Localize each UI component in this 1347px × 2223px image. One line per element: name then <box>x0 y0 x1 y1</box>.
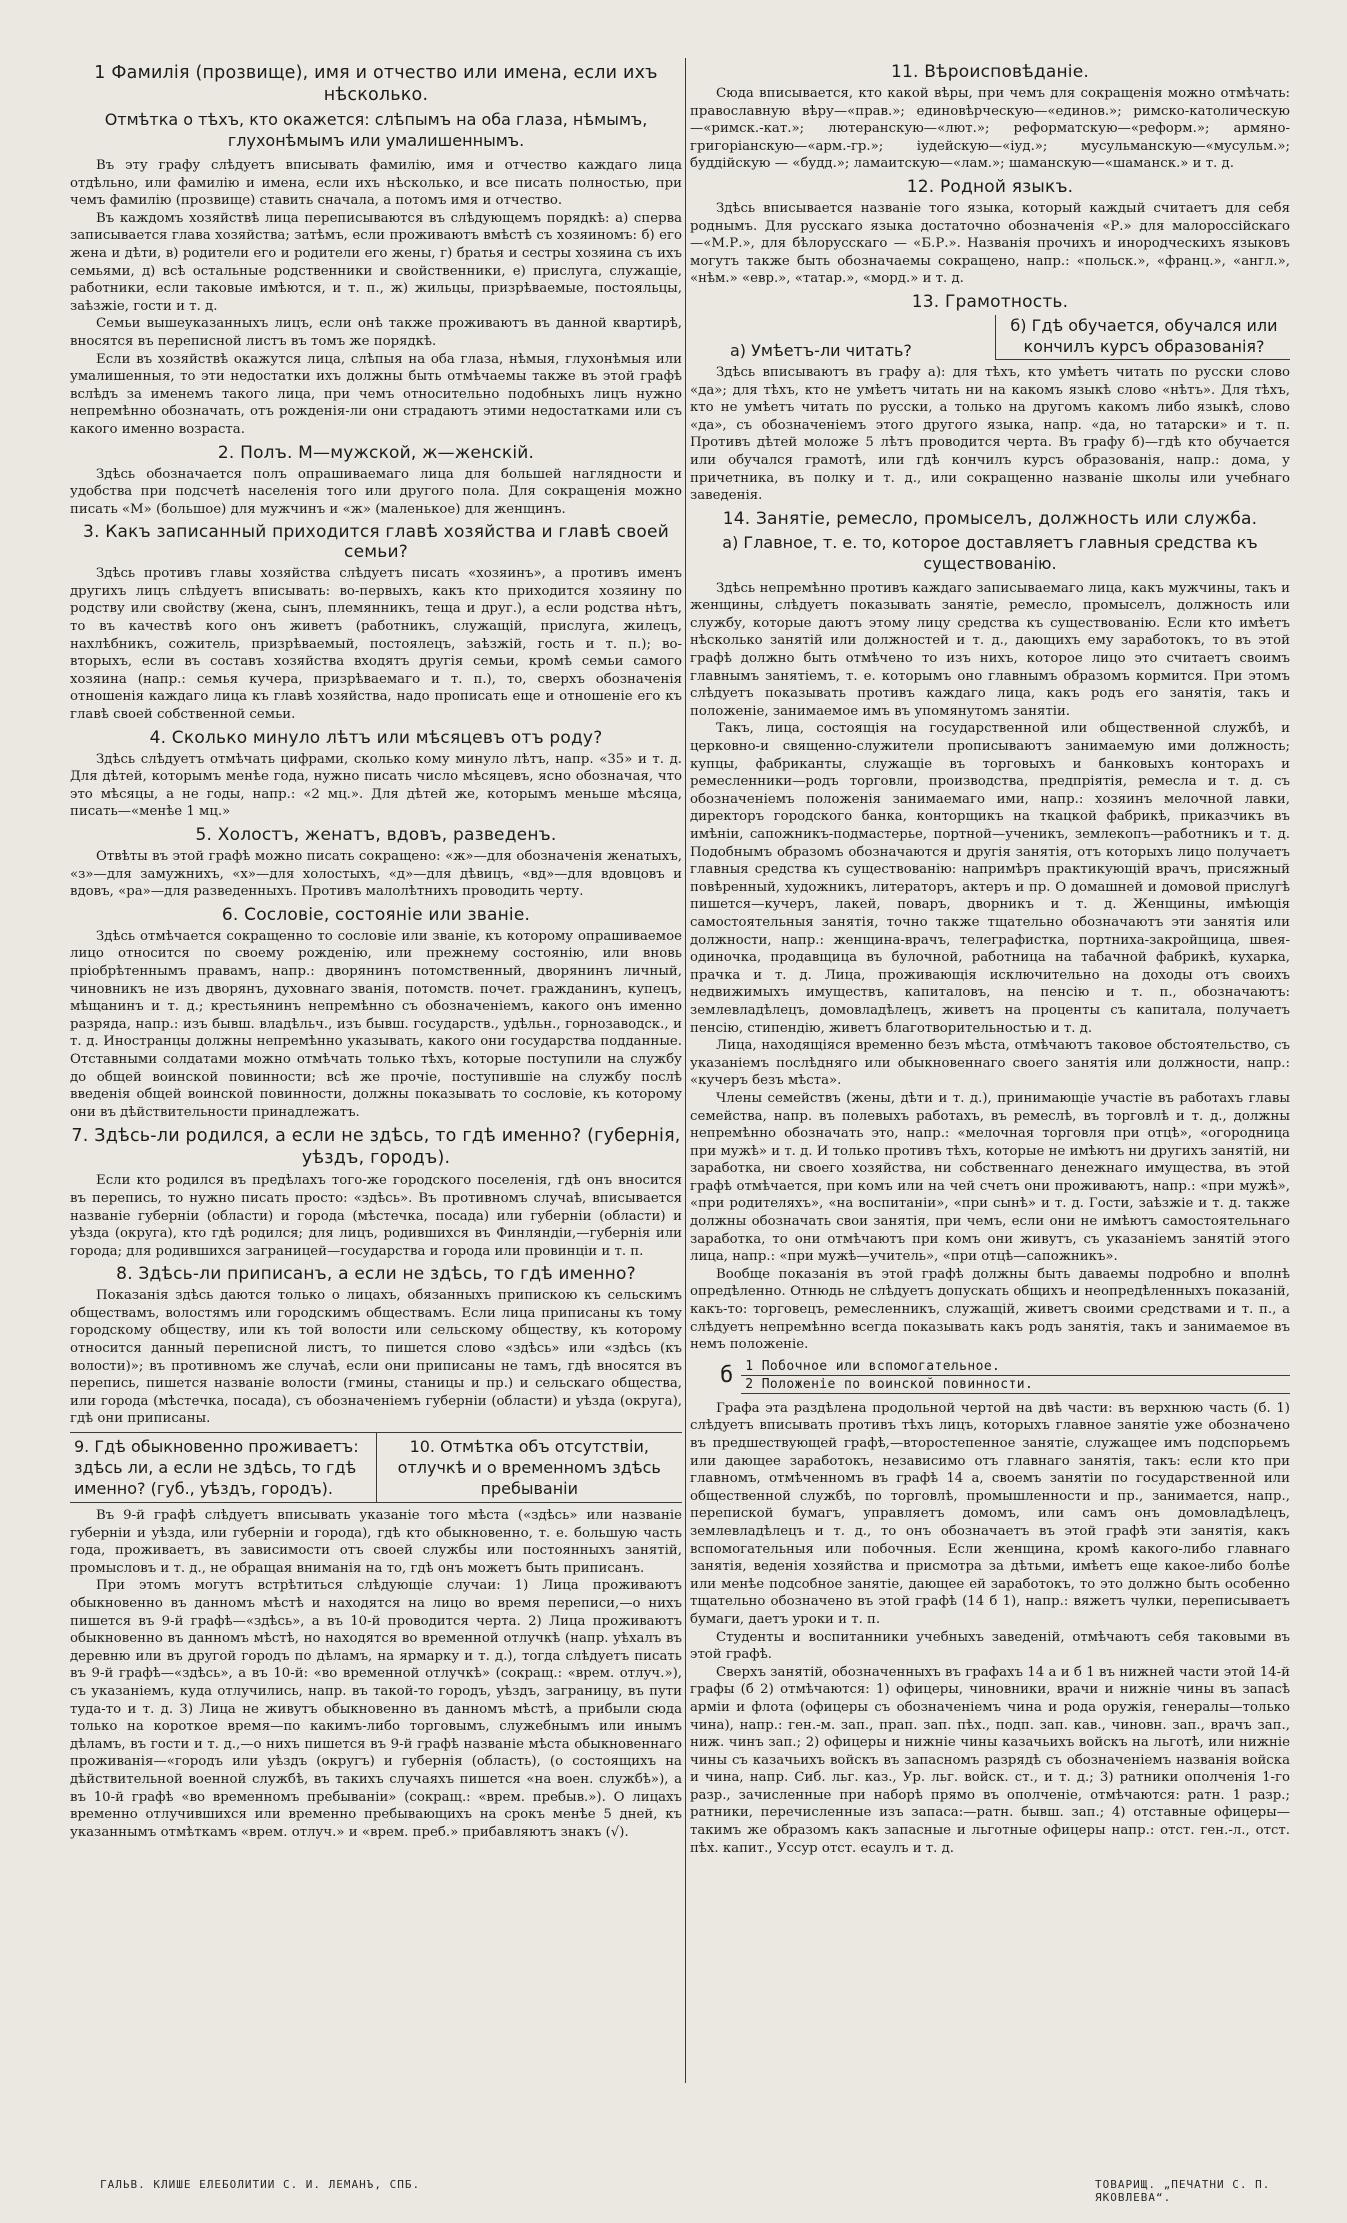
printer-credit-right: ТОВАРИЩ. „ПЕЧАТНИ С. П. ЯКОВЛЕВА“. <box>1095 2178 1271 2204</box>
section-9-title: 9. Гдѣ обыкновенно проживаетъ: здѣсь ли, а если не здѣсь, то гдѣ именно? (губ., уѣздъ, городъ). <box>70 1433 377 1502</box>
section-14b-row-2: 2 Положеніе по воинской повинности. <box>741 1376 1290 1394</box>
section-11-title: 11. Вѣроисповѣданіе. <box>891 62 1089 82</box>
section-4-paragraph: Здѣсь слѣдуетъ отмѣчать цифрами, сколько кому минуло лѣтъ, напр. «35» и т. д. Для дѣтей, которымъ менѣе года, нужно писать число мѣсяцевъ, ясно обозначая, что это мѣсяцы, а не годы, напр.: «2 мц.». Для дѣтей же, которымъ меньше мѣсяца, писать—«менѣе 1 мц.» <box>70 751 682 820</box>
section-12-paragraph: Здѣсь вписывается названіе того языка, который каждый считаетъ для себя роднымъ. Для русскаго языка достаточно обозначенія «Р.» для малороссійскаго—«М.Р.», для бѣлорусскаго — «Б.Р.». Названія прочихъ и инородческихъ языковъ могутъ также быть обозначаемы сокращено, напр.: «польск.», «франц.», «англ.», «нѣм.» «евр.», «татар.», «морд.» и т. д. <box>690 200 1290 287</box>
section-9-paragraph: Въ 9-й графѣ слѣдуетъ вписывать указаніе того мѣста («здѣсь» или названіе губерніи и уѣзда, или губерніи и города), гдѣ кто обыкновенно, т. е. большую часть года, проживаетъ, въ зависимости отъ своей службы или постоянныхъ занятій, промысловъ и т. д., не обращая вниманія на то, гдѣ онъ можетъ быть приписанъ. <box>70 1508 682 1576</box>
section-14-title: 14. Занятіе, ремесло, промыселъ, должность или служба. <box>722 508 1258 529</box>
section-3-paragraph: Здѣсь противъ главы хозяйства слѣдуетъ писать «хозяинъ», а противъ именъ другихъ лицъ слѣдуетъ вписывать: во-первыхъ, какъ кто приходится хозяину по родству или свойству (жена, сынъ, племянникъ, теща и друг.), а если родства нѣтъ, то въ качествѣ кого онъ живетъ (работникъ, служащій, прислуга, жилецъ, нахлѣбникъ, сожитель, призрѣваемый, постоялецъ, заѣзжій, гость и т. п.); во-вторыхъ, если въ составъ хозяйства входятъ другія семьи, кромѣ семьи самого хозяина (напр.: семья кучера, призрѣваемаго и т. п.), то, сверхъ обозначенія отношенія каждаго лица къ главѣ хозяйства, надо прописать еще и отношеніе его къ главѣ своей собственной семьи. <box>70 566 682 723</box>
section-14b-header <box>690 1358 1290 1394</box>
column-divider <box>685 58 686 2083</box>
section-8-paragraph: Показанія здѣсь даются только о лицахъ, обязанныхъ припискою къ сельскимъ обществамъ, волостямъ или городскимъ обществамъ. Если лица приписаны къ тому городскому обществу, или къ той волости или сельскому обществу, къ которому относится данный переписной листъ, то пишется слово «здѣсь» или «здѣсь (къ волости)»; въ противномъ же случаѣ, если они приписаны не тамъ, гдѣ вносятся въ перепись, пишется названіе волости (гмины, станицы и пр.) и сельскаго общества, или города (мѣстечка, посада), съ обозначеніемъ губерніи (области) и уѣзда (округа), гдѣ они приписаны. <box>70 1288 682 1427</box>
section-6-title: 6. Сословіе, состояніе или званіе. <box>221 904 531 925</box>
printer-credit-left: ГАЛЬВ. КЛИШЕ ЕЛЕБОЛИТИИ С. И. ЛЕМАНЪ, СПБ. <box>100 2178 421 2191</box>
section-14-paragraph: Здѣсь непремѣнно противъ каждаго записываемаго лица, какъ мужчины, такъ и женщины, слѣдуетъ показывать занятіе, ремесло, промыселъ, должность или службу, которые даютъ этому лицу средства къ существованію. Если кто имѣетъ нѣсколько занятій или должностей и т. д., дающихъ ему заработокъ, то въ этой графѣ должно быть отмѣчено то изъ нихъ, которое лицо это считаетъ своимъ главнымъ занятіемъ, т. е. которымъ оно главнымъ образомъ кормится. При этомъ слѣдуетъ показывать противъ каждаго лица, какъ родъ его занятія, такъ и положеніе, занимаемое имъ въ упомянутомъ занятіи. <box>690 580 1290 719</box>
section-13-subheader <box>690 315 1290 360</box>
section-1-paragraph: Въ эту графу слѣдуетъ вписывать фамилію, имя и отчество каждаго лица отдѣльно, или фамилію и имена, если ихъ нѣсколько, и все писать полностью, при чемъ фамилію (прозвище) ставить сначала, а потомъ имя и отчество. <box>70 158 682 209</box>
section-14-paragraph: Такъ, лица, состоящія на государственной или общественной службѣ, и церковно-и священно-служители прописываютъ занимаемую ими должность; купцы, фабриканты, служащіе въ торговыхъ и банковыхъ конторахъ и ремесленники—родъ торговли, производства, предпріятія, ремесла и т. д. съ обозначеніемъ положенія занимаемаго ими, напр.: хозяинъ мелочной лавки, директоръ городского банка, конторщикъ на ткацкой фабрикѣ, приказчикъ въ имѣніи, сапожникъ-подмастерье, портной—ученикъ, землекопъ—работникъ и т. д. Подобнымъ образомъ обозначаются и другія занятія, отъ которыхъ лицо получаетъ главныя средства къ существованію: напримѣръ практикующій врачъ, присяжный повѣренный, художникъ, литераторъ, актеръ и пр. О домашней и домовой прислугѣ пишется—кучеръ, лакей, поваръ, дворникъ и т. д. Женщины, имѣющія самостоятельныя занятія, точно также тщательно обозначаютъ эти занятія или должности, напр.: женщина-врачъ, телеграфистка, портниха-закройщица, швея-одиночка, продавщица въ булочной, работница на табачной фабрикѣ, кухарка, прачка и т. д. Лица, проживающія исключительно на доходы отъ своихъ недвижимыхъ имуществъ, капиталовъ, на пенсію и т. п., обозначаютъ: землевладѣлецъ, домовладѣлецъ, живетъ на проценты съ капитала, получаетъ пенсію, стипендію, живетъ благотворительностью и т. д. <box>690 721 1290 1036</box>
section-14b-paragraph: Студенты и воспитанники учебныхъ заведеній, отмѣчаютъ себя таковыми въ этой графѣ. <box>690 1629 1290 1663</box>
left-column <box>70 58 682 1841</box>
right-column <box>690 58 1290 1857</box>
section-2-title: 2. Полъ. М—мужской, ж—женскій. <box>217 442 535 463</box>
section-8-title: 8. Здѣсь-ли приписанъ, а если не здѣсь, то гдѣ именно? <box>116 1264 636 1285</box>
section-14b-paragraph: Сверхъ занятій, обозначенныхъ въ графахъ 14 а и б 1 въ нижней части этой 14-й графы (б 2) отмѣчаются: 1) офицеры, чиновники, врачи и нижніе чины въ запасѣ арміи и флота (офицеры съ обозначеніемъ чина и рода оружія, генералы—только чина), напр.: ген.-м. зап., прап. зап. пѣх., подп. зап. кав., чиновн. зап., врачъ зап., ниж. чинъ зап.; 2) офицеры и нижніе чины казачьихъ войскъ на льготѣ, или нижніе чины съ казачьихъ войскъ въ запасномъ разрядѣ съ обозначеніемъ названія войска и чина, напр. Сиб. льг. каз., Ур. льг. войск. ст., и т. д.; 3) ратники ополченія 1-го разр., зачисленные при наборѣ прямо въ ополченіе, отмѣчаются: ратн. 1 разр.; ратники, перечисленные изъ запаса:—ратн. бывш. зап.; 4) отставные офицеры—такимъ же образомъ какъ запасные и льготные офицеры напр.: отст. ген.-л., отст. пѣх. капит., Уссур отст. есаулъ и т. д. <box>690 1664 1290 1856</box>
section-13-title: 13. Грамотность. <box>911 291 1069 312</box>
section-14-paragraph: Вообще показанія въ этой графѣ должны быть даваемы подробно и вполнѣ опредѣленно. Отнюдь не слѣдуетъ допускать общихъ и неопредѣленныхъ показаній, какъ-то: торговецъ, ремесленникъ, служащій, живетъ своими средствами и т. п., а слѣдуетъ непремѣнно всегда показывать какъ родъ занятія, такъ и занимаемое въ немъ положеніе. <box>690 1266 1290 1353</box>
section-11-paragraph: Сюда вписывается, кто какой вѣры, при чемъ для сокращенія можно отмѣчать: православную вѣру—«прав.»; единовѣрческую—«единов.»; римско-католическую—«римск.-кат.»; лютеранскую—«лют.»; реформатскую—«реформ.»; армяно-григоріанскую—«арм.-гр.»; іудейскую—«іуд.»; мусульманскую—«мусульм.»; буддійскую — «будд.»; ламаитскую—«лам.»; шаманскую—«шаманск.» и т. д. <box>690 86 1290 172</box>
section-1-title: 1 Фамилія (прозвище), имя и отчество или имена, если ихъ нѣсколько. <box>94 63 658 105</box>
section-1-paragraph: Семьи вышеуказанныхъ лицъ, если онѣ также проживаютъ въ данной квартирѣ, вносятся въ переписной листъ въ томъ же порядкѣ. <box>70 316 682 349</box>
section-3-title: 3. Какъ записанный приходится главѣ хозяйства и главѣ своей семьи? <box>83 522 669 563</box>
section-13-sub-a: а) Умѣетъ-ли читать? <box>730 340 912 360</box>
section-13-sub-b: б) Гдѣ обучается, обучался или кончилъ курсъ образованія? <box>995 315 1290 360</box>
section-7-paragraph: Если кто родился въ предѣлахъ того-же городского поселенія, гдѣ онъ вносится въ перепись, то нужно писать просто: «здѣсь». Въ противномъ случаѣ, вписывается названіе губерніи (области) и города (мѣстечка, посада) или губерніи (области) и уѣзда (округа), кто гдѣ родился; для лицъ, родившихся въ Финляндіи,—губернія или города; для родившихся заграницей—государства и города или провинціи и т. п. <box>70 1173 682 1259</box>
section-1-paragraph: Если въ хозяйствѣ окажутся лица, слѣпыя на оба глаза, нѣмыя, глухонѣмыя или умалишенныя, то эти недостатки ихъ должны быть отмѣчаемы также въ этой графѣ вслѣдъ за именемъ такого лица, при чемъ относительно подобныхъ лицъ нужно непремѣнно обозначать, отъ рожденія-ли они страдаютъ этими недостатками или съ какого именно возраста. <box>70 351 682 437</box>
section-5-paragraph: Отвѣты въ этой графѣ можно писать сокращено: «ж»—для обозначенія женатыхъ, «з»—для замужнихъ, «х»—для холостыхъ, «д»—для дѣвицъ, «вд»—для вдовцовъ и вдовъ, «ра»—для разведенныхъ. Противъ малолѣтнихъ проводить черту. <box>70 849 682 900</box>
section-7-title: 7. Здѣсь-ли родился, а если не здѣсь, то гдѣ именно? (губернія, уѣздъ, городъ). <box>71 1126 681 1169</box>
section-1-paragraph: Въ каждомъ хозяйствѣ лица переписываются въ слѣдующемъ порядкѣ: а) сперва записывается глава хозяйства; затѣмъ, если проживаютъ вмѣстѣ съ хозяиномъ: б) его жена и дѣти, в) родители его и родители его жены, г) братья и сестры хозяина съ ихъ семьями, д) всѣ остальные родственники и свойственники, е) прислуга, служащіе, работники, если таковые имѣются, и т. п., ж) жильцы, призрѣваемые, постояльцы, заѣзжіе, гости и т. д. <box>70 210 682 314</box>
section-14-paragraph: Члены семействъ (жены, дѣти и т. д.), принимающіе участіе въ работахъ главы семейства, напр. въ полевыхъ работахъ, въ ремеслѣ, въ торговлѣ и т. д., должны непремѣнно обозначать это, напр.: «мелочная торговля при отцѣ», «огородница при мужѣ» и т. д. И только противъ тѣхъ, которые не имѣютъ ни другихъ занятій, ни заработка, ни своего хозяйства, ни собственнаго денежнаго имущества, въ этой графѣ отмѣчается, при комъ или на чей счетъ они проживаютъ, напр.: «при мужѣ», «при родителяхъ», «на воспитаніи», «при сынѣ» и т. д. Гости, заѣзжіе и т. д. также должны обозначать свои занятія, при чемъ, если они не имѣютъ самостоятельнаго заработка, то они отмѣчаютъ при комъ они живутъ, съ указаніемъ занятій этого лица, напр.: «при мужѣ—учитель», «при отцѣ—сапожникъ». <box>690 1090 1290 1265</box>
section-14b-row-1: 1 Побочное или вспомогательное. <box>741 1358 1290 1376</box>
section-10-title: 10. Отмѣтка объ отсутствіи, отлучкѣ и о временномъ здѣсь пребываніи <box>397 1437 661 1499</box>
section-14-paragraph: Лица, находящіяся временно безъ мѣста, отмѣчаютъ таковое обстоятельство, съ указаніемъ послѣдняго или обыкновеннаго своего занятія или должности, напр.: «кучеръ безъ мѣста». <box>690 1038 1290 1089</box>
section-14-subtitle: а) Главное, т. е. то, которое доставляетъ главныя средства къ существованію. <box>722 532 1258 573</box>
section-14b-letter: б <box>720 1363 734 1389</box>
section-2-paragraph: Здѣсь обозначается полъ опрашиваемаго лица для большей наглядности и удобства при подсчетѣ населенія того или другого пола. Для сокращенія можно писать «М» (большое) для мужчинъ и «ж» (маленькое) для женщинъ. <box>70 466 682 517</box>
section-9-paragraph: При этомъ могутъ встрѣтиться слѣдующіе случаи: 1) Лица проживаютъ обыкновенно въ данномъ мѣстѣ и находятся на лицо во время переписи,—о нихъ пишется въ 9-й графѣ—«здѣсь», а въ 10-й проводится черта. 2) Лица проживаютъ обыкновенно въ данномъ мѣстѣ, но находятся во временной отлучкѣ (напр. уѣхалъ въ деревню или въ другой городъ по дѣламъ, на ярмарку и т. д.), тогда слѣдуетъ писать въ 9-й графѣ—«здѣсь», а въ 10-й: «во временной отлучкѣ» (сокращ.: «врем. отлуч.»), съ указаніемъ, куда отлучились, напр. въ такой-то городъ, уѣздъ, заграницу, въ пути туда-то и т. д. 3) Лица не живутъ обыкновенно въ данномъ мѣстѣ, а прибыли сюда только на короткое время—по какимъ-либо торговымъ, служебнымъ или инымъ дѣламъ, въ гости и т. д.,—о нихъ пишется въ 9-й графѣ названіе мѣста обыкновеннаго проживанія—«городъ или уѣздъ (округъ) и губернія (область), (о состоящихъ на дѣйствительной военной службѣ, въ такихъ случаяхъ пишется «на воен. службѣ»), а въ 10-й графѣ «во временномъ пребываніи» (сокращ.: «врем. пребыв.»). О лицахъ временно отлучившихся или временно пребывающихъ на срокъ менѣе 5 дней, къ указаннымъ отмѣткамъ «врем. отлуч.» и «врем. преб.» прибавляютъ знакъ (√). <box>70 1578 682 1840</box>
section-4-title: 4. Сколько минуло лѣтъ или мѣсяцевъ отъ роду? <box>149 727 603 748</box>
section-1-subtitle: Отмѣтка о тѣхъ, кто окажется: слѣпымъ на оба глаза, нѣмымъ, глухонѣмымъ или умалишеннымъ. <box>104 110 648 150</box>
section-12-title: 12. Родной языкъ. <box>906 176 1074 197</box>
section-5-title: 5. Холостъ, женатъ, вдовъ, разведенъ. <box>195 825 557 845</box>
section-9-10-header <box>70 1432 682 1503</box>
section-13-paragraph: Здѣсь вписываютъ въ графу а): для тѣхъ, кто умѣетъ читать по русски слово «да»; для тѣхъ, кто не умѣетъ читать ни на какомъ языкѣ слово «нѣтъ». Для тѣхъ, кто не умѣетъ читать по русски, а только на другомъ какомъ либо языкѣ, слово «да», съ обозначеніемъ этого другого языка, напр. «да, но татарски» и т. п. Противъ дѣтей моложе 5 лѣтъ проводится черта. Въ графу б)—гдѣ кто обучается или обучался грамотѣ, или гдѣ кончилъ курсъ образованія, напр.: дома, у причетника, въ полку и т. д., или сокращенно названіе школы или учебнаго заведенія. <box>690 364 1290 504</box>
section-6-paragraph: Здѣсь отмѣчается сокращенно то сословіе или званіе, къ которому опрашиваемое лицо относится по своему рожденію, или прежнему состоянію, или вновь пріобрѣтеннымъ правамъ, напр.: дворянинъ потомственный, дворянинъ личный, чиновникъ не изъ дворянъ, духовнаго званія, потомств. почет. гражданинъ, купецъ, мѣщанинъ и т. д.; крестьянинъ непремѣнно съ обозначеніемъ, какого онъ именно разряда, напр.: изъ бывш. владѣльч., изъ бывш. государств., удѣльн., горнозаводск., и т. д. Иностранцы должны непремѣнно указывать, какого они государства подданные. Отставными солдатами можно отмѣчать только тѣхъ, которые поступили на службу до общей воинской повинности; всѣ же прочіе, поступившіе на службу послѣ введенія общей воинской повинности, должны показывать то сословіе, къ которому они въ дѣйствительности принадлежатъ. <box>70 928 682 1120</box>
section-14b-paragraph: Графа эта раздѣлена продольной чертой на двѣ части: въ верхнюю часть (б. 1) слѣдуетъ вписывать противъ тѣхъ лицъ, которыхъ главное занятіе уже обозначено въ предшествующей графѣ,—второстепенное занятіе, служащее имъ подспорьемъ или дающее заработокъ, независимо отъ главнаго занятія, такъ: если кто при главномъ, отмѣченномъ въ графѣ 14 а, своемъ занятіи по государственной или общественной службѣ, по торговлѣ, промышленности и пр., занимается, напр., перепиской бумагъ, управляетъ домомъ, или самъ онъ домовладѣлецъ, землевладѣлецъ и т. д., то онъ обозначаетъ въ этой графѣ эти занятія, какъ вспомогательныя или побочныя. Если женщина, кромѣ какого-либо главнаго занятія, веденія хозяйства и присмотра за дѣтьми, имѣетъ еще какое-либо болѣе или менѣе подсобное занятіе, дающее ей заработокъ, то это должно быть особенно тщательно обозначено въ этой графѣ (14 б 1), напр.: вяжетъ чулки, переписываетъ бумаги, даетъ уроки и т. п. <box>690 1400 1290 1627</box>
